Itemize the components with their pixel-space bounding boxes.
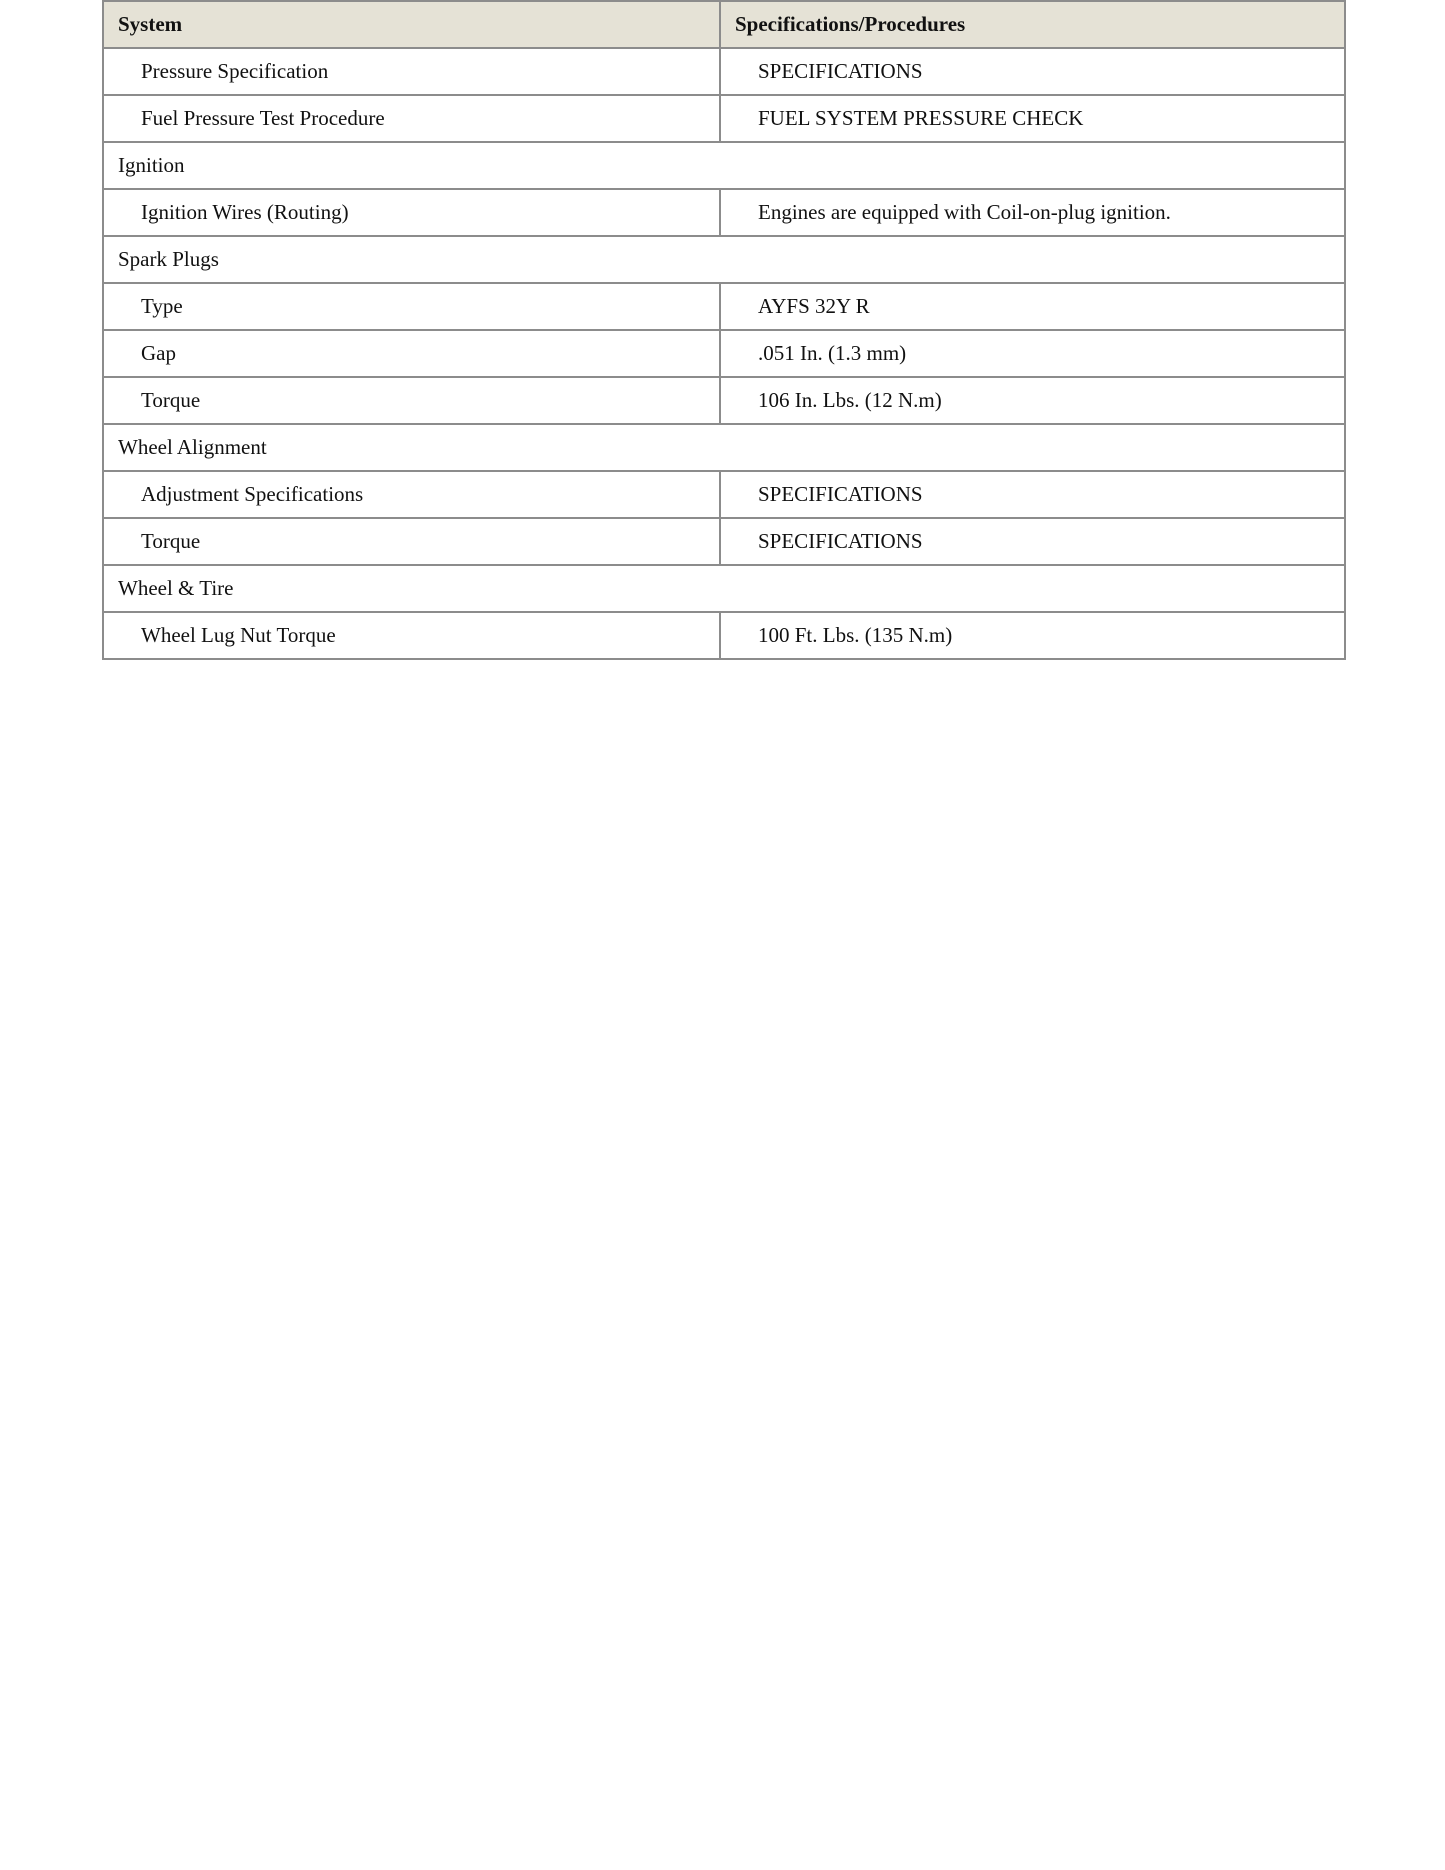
system-cell: Pressure Specification <box>103 48 720 95</box>
table-body <box>103 48 1345 659</box>
system-cell: Torque <box>103 377 720 424</box>
system-cell: Gap <box>103 330 720 377</box>
group-heading: Ignition <box>103 142 1345 189</box>
specification-cell: 106 In. Lbs. (12 N.m) <box>720 377 1345 424</box>
table-row <box>103 612 1345 659</box>
column-header-system: System <box>103 1 720 48</box>
system-cell: Ignition Wires (Routing) <box>103 189 720 236</box>
specification-cell: SPECIFICATIONS <box>720 48 1345 95</box>
table-group-row <box>103 142 1345 189</box>
table-group-row <box>103 565 1345 612</box>
column-header-specifications: Specifications/Procedures <box>720 1 1345 48</box>
system-cell: Fuel Pressure Test Procedure <box>103 95 720 142</box>
group-heading: Spark Plugs <box>103 236 1345 283</box>
specification-cell: .051 In. (1.3 mm) <box>720 330 1345 377</box>
table-row <box>103 48 1345 95</box>
specifications-table <box>102 0 1346 660</box>
table-header <box>103 1 1345 48</box>
group-heading: Wheel & Tire <box>103 565 1345 612</box>
table-row <box>103 330 1345 377</box>
table-row <box>103 518 1345 565</box>
specification-cell: 100 Ft. Lbs. (135 N.m) <box>720 612 1345 659</box>
table-row <box>103 95 1345 142</box>
system-cell: Wheel Lug Nut Torque <box>103 612 720 659</box>
table-group-row <box>103 424 1345 471</box>
system-cell: Torque <box>103 518 720 565</box>
specification-cell: AYFS 32Y R <box>720 283 1345 330</box>
group-heading: Wheel Alignment <box>103 424 1345 471</box>
system-cell: Adjustment Specifications <box>103 471 720 518</box>
table-row <box>103 471 1345 518</box>
system-cell: Type <box>103 283 720 330</box>
header-row <box>103 1 1345 48</box>
table-group-row <box>103 236 1345 283</box>
specification-cell: SPECIFICATIONS <box>720 471 1345 518</box>
table-row <box>103 377 1345 424</box>
table-row <box>103 189 1345 236</box>
specification-cell: Engines are equipped with Coil-on-plug ignition. <box>720 189 1345 236</box>
table-row <box>103 283 1345 330</box>
specification-cell: SPECIFICATIONS <box>720 518 1345 565</box>
specification-cell: FUEL SYSTEM PRESSURE CHECK <box>720 95 1345 142</box>
